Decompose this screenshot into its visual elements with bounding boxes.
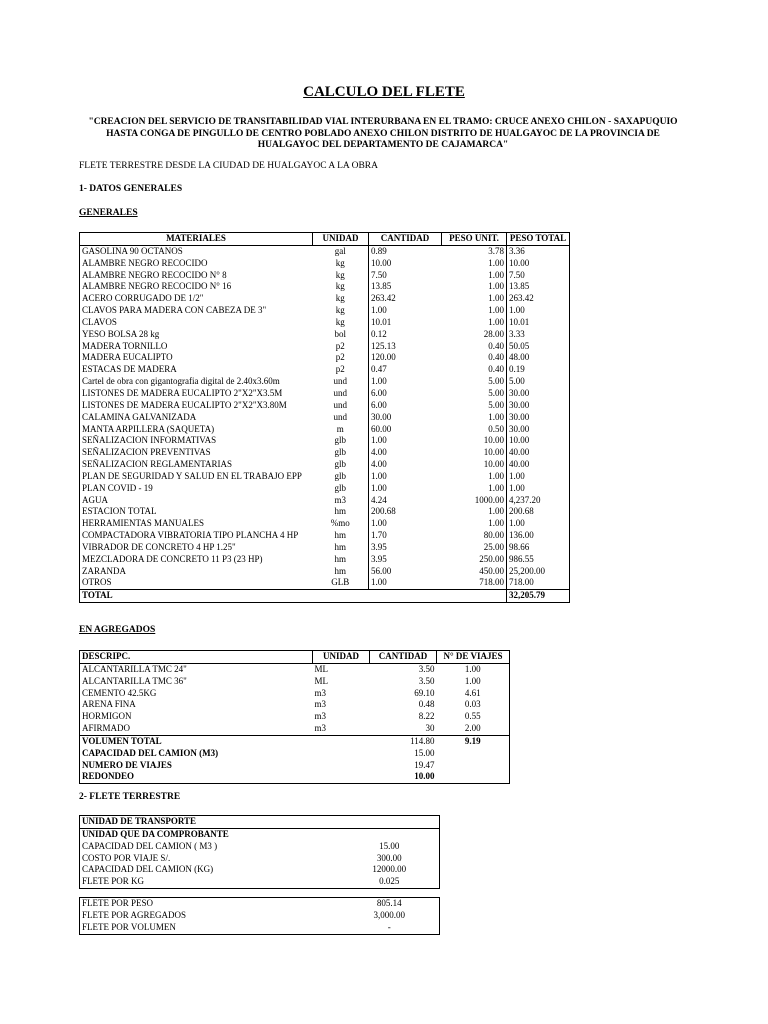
materials-cell: Cartel de obra con gigantografia digital de 2.40x3.60m (82, 376, 280, 387)
materials-cell: und (333, 411, 347, 422)
aggregates-cell: 3.50 (418, 675, 435, 686)
table-row (80, 459, 570, 471)
materials-cell: 30.00 (369, 412, 442, 424)
table-row (80, 270, 570, 282)
materials-cell: 5.00 (488, 387, 504, 398)
materials-cell: 0.50 (488, 423, 504, 434)
aggregates-cell: ALCANTARILLA TMC 36" (82, 675, 187, 686)
aggregates-cell: m3 (314, 687, 327, 698)
aggregates-cell: ML (314, 675, 328, 686)
total-label: TOTAL (80, 590, 313, 603)
table-row (80, 483, 570, 495)
freight-subtitle: FLETE TERRESTRE DESDE LA CIUDAD DE HUALGAYOC A LA OBRA (79, 161, 378, 171)
materials-cell: 3.95 (369, 542, 442, 554)
materials-cell: 3.33 (507, 329, 570, 341)
aggregates-cell: 0.03 (464, 699, 481, 710)
materials-cell: LISTONES DE MADERA EUCALIPTO 2"X2"X3.5M (82, 387, 283, 398)
table-row (80, 293, 570, 305)
table-row (80, 530, 570, 542)
materials-cell: ESTACION TOTAL (82, 506, 157, 517)
materials-cell: 986.55 (507, 554, 570, 566)
materials-cell: 6.00 (369, 388, 442, 400)
materials-cell: MADERA EUCALIPTO (82, 352, 173, 363)
freight-row-value: 805.14 (376, 898, 402, 908)
empty-cell (313, 590, 369, 603)
table-row (80, 245, 570, 257)
materials-cell: 5.00 (488, 399, 504, 410)
table-row (80, 495, 570, 507)
materials-cell: 5.00 (507, 376, 570, 388)
materials-cell: 0.40 (488, 340, 504, 351)
table-row (80, 388, 570, 400)
materials-cell: glb (334, 435, 346, 446)
materials-cell: ESTACAS DE MADERA (82, 364, 177, 375)
materials-cell: MADERA TORNILLO (82, 340, 168, 351)
materials-cell: VIBRADOR DE CONCRETO 4 HP 1.25" (82, 541, 236, 552)
materials-cell: 1.00 (507, 518, 570, 530)
materials-cell: 10.01 (369, 317, 442, 329)
transport-unit-label: UNIDAD DE TRANSPORTE (80, 816, 440, 829)
materials-header-4: PESO TOTAL (507, 233, 570, 246)
empty-cell (369, 590, 442, 603)
materials-cell: 1.00 (488, 411, 504, 422)
table-row (80, 317, 570, 329)
page-title: CALCULO DEL FLETE (303, 84, 465, 100)
materials-cell: 10.00 (507, 435, 570, 447)
table-row (80, 305, 570, 317)
materials-cell: 30.00 (507, 388, 570, 400)
materials-cell: 1.00 (369, 483, 442, 495)
freight-row-label: FLETE POR PESO (82, 898, 154, 908)
materials-cell: 1000.00 (474, 494, 504, 505)
materials-header-0: MATERIALES (80, 233, 313, 246)
table-row (80, 688, 510, 700)
materials-cell: 30.00 (507, 400, 570, 412)
materials-cell: HERRAMIENTAS MANUALES (82, 518, 205, 529)
materials-cell: 263.42 (369, 293, 442, 305)
transport-row-label: CAPACIDAD DEL CAMION (KG) (82, 864, 214, 875)
aggregates-cell: CEMENTO 42.5KG (82, 687, 157, 698)
materials-cell: YESO BOLSA 28 kg (82, 328, 160, 339)
materials-cell: bol (334, 328, 346, 339)
aggregates-cell: AFIRMADO (82, 723, 131, 734)
materials-cell: OTROS (82, 577, 112, 588)
transport-row-value: 0.025 (379, 876, 400, 887)
materials-cell: 1.00 (488, 269, 504, 280)
materials-cell: 28.00 (483, 328, 504, 339)
materials-cell: 10.00 (483, 459, 504, 470)
materials-cell: p2 (335, 352, 345, 363)
materials-cell: und (333, 376, 347, 387)
capacidad-row-value: 15.00 (414, 747, 435, 758)
materials-cell: 0.89 (369, 245, 442, 257)
freight-row-label: FLETE POR AGREGADOS (82, 909, 187, 920)
materials-cell: CLAVOS (82, 316, 117, 327)
materials-cell: 200.68 (369, 506, 442, 518)
materials-cell: 10.01 (507, 317, 570, 329)
materials-cell: 13.85 (369, 281, 442, 293)
materials-cell: 1.00 (369, 376, 442, 388)
materials-cell: 10.00 (369, 258, 442, 270)
transport-row (80, 876, 440, 888)
table-row (80, 447, 570, 459)
materials-cell: ALAMBRE NEGRO RECOCIDO N° 16 (82, 281, 232, 292)
section-1-heading: 1- DATOS GENERALES (79, 184, 183, 194)
materials-cell: 1.00 (488, 518, 504, 529)
materials-cell: ALAMBRE NEGRO RECOCIDO N° 8 (82, 269, 227, 280)
materials-cell: 1.00 (488, 470, 504, 481)
table-row (80, 364, 570, 376)
materials-cell: 80.00 (483, 530, 504, 541)
transport-row (80, 841, 440, 853)
materials-cell: 6.00 (369, 400, 442, 412)
materials-table (79, 232, 570, 603)
aggregates-table (79, 650, 510, 784)
table-row (80, 352, 570, 364)
empty-cell (313, 735, 370, 747)
materials-cell: 98.66 (507, 542, 570, 554)
materials-cell: 1.00 (488, 506, 504, 517)
materials-cell: 718.00 (507, 577, 570, 589)
volumen-total-row-label: VOLUMEN TOTAL (80, 735, 313, 747)
table-row (80, 471, 570, 483)
materials-cell: 0.47 (369, 364, 442, 376)
materials-cell: gal (334, 245, 346, 256)
materials-cell: 3.78 (488, 245, 504, 256)
aggregates-header-0: DESCRIPC. (80, 651, 313, 664)
materials-cell: 25.00 (483, 541, 504, 552)
numero-viajes-row (80, 760, 510, 772)
materials-cell: 136.00 (507, 530, 570, 542)
materials-header-2: CANTIDAD (369, 233, 442, 246)
aggregates-cell: 2.00 (464, 723, 481, 734)
materials-cell: 25,200.00 (507, 566, 570, 578)
transport-table (79, 815, 440, 889)
materials-cell: CLAVOS PARA MADERA CON CABEZA DE 3" (82, 305, 267, 316)
materials-cell: 1.00 (488, 305, 504, 316)
empty-cell (437, 771, 510, 783)
materials-cell: m (336, 423, 344, 434)
materials-cell: 1.00 (488, 316, 504, 327)
materials-cell: 1.00 (488, 482, 504, 493)
transport-row (80, 864, 440, 876)
materials-cell: LISTONES DE MADERA EUCALIPTO 2"X2"X3.80M (82, 399, 287, 410)
materials-cell: 10.00 (483, 447, 504, 458)
redondeo-row-label: REDONDEO (82, 771, 135, 782)
materials-cell: 0.19 (507, 364, 570, 376)
materials-cell: glb (334, 447, 346, 458)
materials-cell: 450.00 (479, 565, 504, 576)
empty-cell (442, 590, 507, 603)
numero-viajes-row-label: NUMERO DE VIAJES (82, 759, 172, 770)
freight-row-value: - (387, 921, 391, 932)
materials-header-3: PESO UNIT. (442, 233, 507, 246)
materials-cell: glb (334, 470, 346, 481)
empty-cell (313, 771, 370, 783)
table-row (80, 577, 570, 589)
total-value: 32,205.79 (507, 590, 570, 603)
receipt-unit-label: UNIDAD QUE DA COMPROBANTE (82, 828, 229, 839)
section-2-heading: 2- FLETE TERRESTRE (79, 792, 181, 802)
materials-cell: hm (334, 541, 346, 552)
materials-cell: 5.00 (488, 376, 504, 387)
materials-cell: 200.68 (507, 506, 570, 518)
materials-cell: hm (334, 565, 346, 576)
volumen-total-row-viajes: 9.19 (437, 735, 510, 747)
table-row (80, 424, 570, 436)
materials-cell: 1.00 (369, 471, 442, 483)
materials-cell: PLAN DE SEGURIDAD Y SALUD EN EL TRABAJO EPP (82, 470, 302, 481)
transport-row-value: 300.00 (376, 852, 402, 863)
table-row (80, 435, 570, 447)
freight-row (80, 898, 440, 910)
volumen-total-row-value: 114.80 (370, 735, 437, 747)
aggregates-cell: 1.00 (464, 675, 481, 686)
aggregates-cell: HORMIGON (82, 711, 132, 722)
freight-row-label: FLETE POR VOLUMEN (82, 921, 176, 932)
materials-total-row (80, 590, 570, 603)
materials-cell: 40.00 (507, 459, 570, 471)
materials-cell: 120.00 (369, 352, 442, 364)
table-row (80, 723, 510, 735)
transport-row-value: 15.00 (379, 840, 400, 851)
aggregates-cell: 0.48 (418, 699, 435, 710)
freight-summary-table (79, 897, 440, 935)
materials-cell: 4.00 (369, 447, 442, 459)
transport-row-value: 12000.00 (372, 864, 407, 875)
materials-cell: p2 (335, 364, 345, 375)
materials-cell: kg (335, 281, 345, 292)
materials-cell: glb (334, 482, 346, 493)
materials-cell: 250.00 (479, 553, 504, 564)
capacidad-row (80, 748, 510, 760)
materials-cell: 10.00 (483, 435, 504, 446)
materials-cell: kg (335, 316, 345, 327)
materials-cell: glb (334, 459, 346, 470)
generales-heading: GENERALES (79, 208, 138, 218)
materials-cell: 1.00 (488, 257, 504, 268)
materials-cell: 60.00 (369, 424, 442, 436)
materials-cell: %mo (330, 518, 350, 529)
table-row (80, 554, 570, 566)
transport-row (80, 853, 440, 865)
materials-cell: 3.36 (507, 245, 570, 257)
aggregates-cell: m3 (314, 711, 327, 722)
capacidad-row-label: CAPACIDAD DEL CAMION (M3) (82, 747, 219, 758)
table-row (80, 400, 570, 412)
materials-cell: hm (334, 506, 346, 517)
materials-cell: 30.00 (507, 424, 570, 436)
materials-cell: 0.40 (488, 364, 504, 375)
aggregates-cell: 69.10 (414, 687, 435, 698)
materials-cell: 1.00 (369, 577, 442, 589)
materials-cell: MEZCLADORA DE CONCRETO 11 P3 (23 HP) (82, 553, 263, 564)
materials-cell: 1.00 (507, 305, 570, 317)
materials-cell: hm (334, 530, 346, 541)
table-row (80, 506, 570, 518)
project-name: "CREACION DEL SERVICIO DE TRANSITABILIDAD VIAL INTERURBANA EN EL TRAMO: CRUCE ANEXO CHILON - SAXAPUQUIO HASTA CONGA DE PINGULLO DE CENTRO POBLADO ANEXO CHILON DISTRITO DE HUALGAYOC DE LA PROVINCIA DE HUALGAYOC DEL DEPARTAMENTO DE CAJAMARCA" (88, 117, 678, 150)
materials-cell: 4.00 (369, 459, 442, 471)
materials-cell: 7.50 (507, 270, 570, 282)
materials-cell: AGUA (82, 494, 108, 505)
materials-cell: COMPACTADORA VIBRATORIA TIPO PLANCHA 4 HP (82, 530, 299, 541)
materials-cell: 10.00 (507, 258, 570, 270)
table-row (80, 676, 510, 688)
table-row (80, 518, 570, 530)
materials-cell: 1.00 (507, 471, 570, 483)
empty-cell (437, 748, 510, 760)
freight-row-value: 3,000.00 (373, 909, 405, 920)
materials-cell: 50.05 (507, 341, 570, 353)
materials-cell: SEÑALIZACION INFORMATIVAS (82, 435, 217, 446)
materials-cell: 7.50 (369, 270, 442, 282)
materials-cell: SEÑALIZACION REGLAMENTARIAS (82, 459, 233, 470)
materials-cell: 4.24 (369, 495, 442, 507)
table-row (80, 376, 570, 388)
materials-cell: hm (334, 553, 346, 564)
table-row (80, 412, 570, 424)
table-row (80, 329, 570, 341)
materials-cell: 1.00 (507, 483, 570, 495)
aggregates-cell: ARENA FINA (82, 699, 136, 710)
transport-row-label: COSTO POR VIAJE S/. (82, 852, 171, 863)
materials-cell: 125.13 (369, 341, 442, 353)
empty-cell (313, 760, 370, 772)
aggregates-cell: ML (314, 663, 328, 674)
materials-cell: kg (335, 269, 345, 280)
aggregates-header-1: UNIDAD (313, 651, 370, 664)
table-row (80, 711, 510, 723)
redondeo-row (80, 771, 510, 783)
materials-cell: 263.42 (507, 293, 570, 305)
materials-cell: CALAMINA GALVANIZADA (82, 411, 197, 422)
materials-cell: 718.00 (479, 577, 504, 588)
aggregates-cell: m3 (314, 699, 327, 710)
aggregates-cell: 8.22 (418, 711, 435, 722)
aggregates-cell: 0.55 (464, 711, 481, 722)
redondeo-row-value: 10.00 (414, 771, 435, 782)
empty-cell (313, 748, 370, 760)
table-row (80, 341, 570, 353)
aggregates-cell: 1.00 (464, 663, 481, 674)
aggregates-cell: m3 (314, 723, 327, 734)
table-row (80, 663, 510, 675)
materials-cell: 40.00 (507, 447, 570, 459)
materials-cell: 13.85 (507, 281, 570, 293)
table-row (80, 281, 570, 293)
materials-cell: und (333, 399, 347, 410)
materials-cell: 3.95 (369, 554, 442, 566)
materials-header-1: UNIDAD (313, 233, 369, 246)
materials-cell: und (333, 387, 347, 398)
table-row (80, 566, 570, 578)
materials-cell: kg (335, 293, 345, 304)
transport-row-label: FLETE POR KG (82, 876, 145, 887)
aggregates-cell: ALCANTARILLA TMC 24" (82, 663, 187, 674)
materials-cell: 30.00 (507, 412, 570, 424)
materials-cell: ACERO CORRUGADO DE 1/2" (82, 293, 204, 304)
materials-cell: ALAMBRE NEGRO RECOCIDO (82, 257, 208, 268)
materials-cell: 4,237.20 (507, 495, 570, 507)
materials-cell: 1.00 (488, 281, 504, 292)
materials-cell: 56.00 (369, 566, 442, 578)
materials-cell: kg (335, 257, 345, 268)
materials-cell: 48.00 (507, 352, 570, 364)
agregados-heading: EN AGREGADOS (79, 625, 156, 635)
aggregates-header-2: CANTIDAD (370, 651, 437, 664)
materials-cell: 1.00 (369, 305, 442, 317)
materials-cell: 1.70 (369, 530, 442, 542)
materials-cell: 0.40 (488, 352, 504, 363)
table-row (80, 258, 570, 270)
materials-cell: MANTA ARPILLERA (SAQUETA) (82, 423, 215, 434)
empty-cell (437, 760, 510, 772)
materials-cell: 1.00 (369, 435, 442, 447)
table-row (80, 542, 570, 554)
freight-row (80, 922, 440, 934)
materials-cell: PLAN COVID - 19 (82, 482, 153, 493)
numero-viajes-row-value: 19.47 (414, 759, 435, 770)
materials-cell: SEÑALIZACION PREVENTIVAS (82, 447, 211, 458)
materials-cell: GASOLINA 90 OCTANOS (82, 245, 183, 256)
aggregates-cell: 30 (425, 723, 435, 734)
materials-cell: 1.00 (488, 293, 504, 304)
materials-cell: GLB (331, 577, 350, 588)
aggregates-cell: 4.61 (464, 687, 481, 698)
materials-cell: m3 (334, 494, 346, 505)
materials-cell: kg (335, 305, 345, 316)
materials-cell: 0.12 (369, 329, 442, 341)
aggregates-cell: 3.50 (418, 663, 435, 674)
transport-row-label: CAPACIDAD DEL CAMION ( M3 ) (82, 840, 218, 851)
freight-row (80, 910, 440, 922)
materials-cell: p2 (335, 340, 345, 351)
table-row (80, 699, 510, 711)
aggregates-header-3: N° DE VIAJES (437, 651, 510, 664)
materials-cell: 1.00 (369, 518, 442, 530)
materials-cell: ZARANDA (82, 565, 126, 576)
volumen-total-row (80, 735, 510, 747)
